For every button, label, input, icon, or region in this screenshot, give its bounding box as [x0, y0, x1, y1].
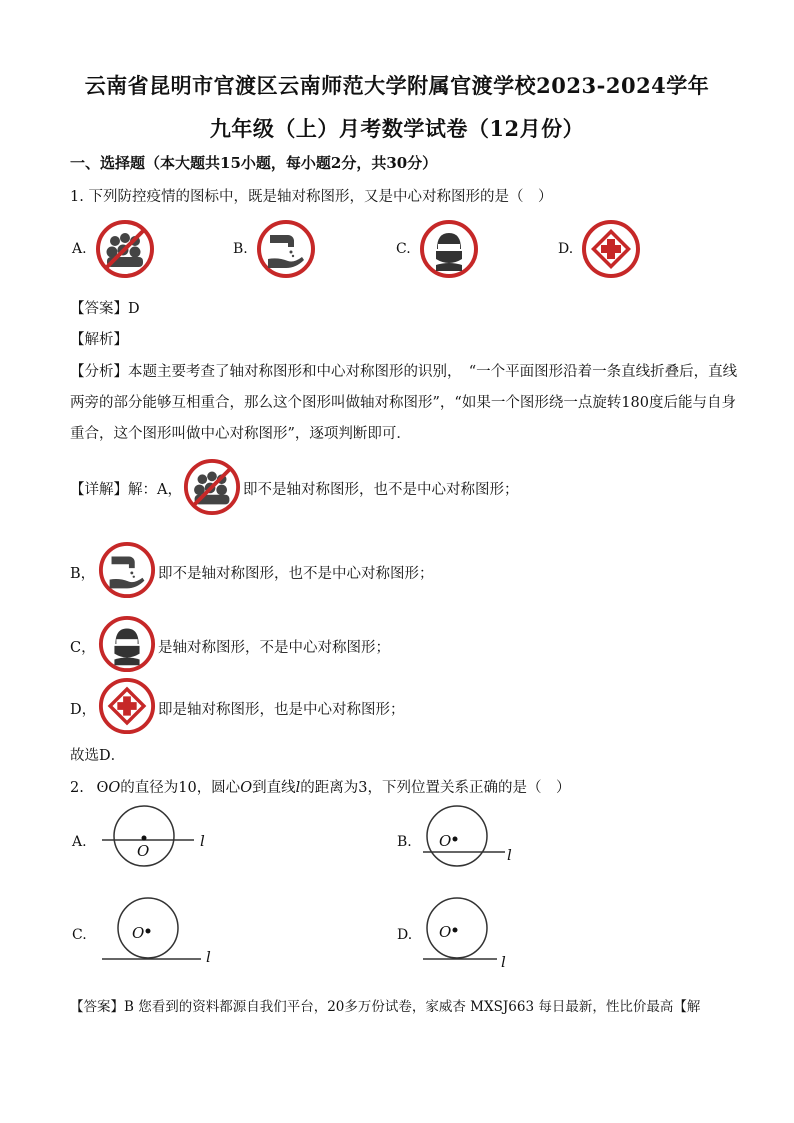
q1-detail-a-prefix: 【详解】解：A， — [70, 482, 182, 498]
q2-option-d-label: D. — [397, 927, 413, 943]
line-label-l: l — [501, 953, 506, 967]
q2-option-d-figure — [421, 872, 541, 967]
q1-analysis-line1: 【分析】本题主要考查了轴对称图形和中心对称图形的识别， “一个平面图形沿着一条直线折叠后，直线 — [70, 364, 738, 380]
red-cross-icon — [581, 219, 641, 279]
q2-option-a-label: A. — [72, 834, 87, 850]
red-cross-icon — [98, 677, 156, 735]
mask-face-icon — [98, 615, 156, 673]
hand-washing-icon — [256, 219, 316, 279]
center-label-o: O — [439, 923, 452, 941]
no-gathering-icon — [95, 219, 155, 279]
q1-detail-c-prefix: C， — [70, 640, 96, 656]
q2-answer-line: 【答案】B 您看到的资料都源自我们平台，20多万份试卷，家威杏 MXSJ663 每日最新，性比价最高【解 — [70, 999, 701, 1015]
line-label-l: l — [200, 832, 205, 850]
center-label-o: O — [137, 842, 150, 860]
q1-detail-a-text: 即不是轴对称图形，也不是中心对称图形； — [243, 482, 519, 498]
center-label-o: O — [132, 924, 145, 942]
q1-answer: 【答案】D — [70, 301, 140, 317]
q2-option-b-label: B. — [397, 834, 412, 850]
q1-conclusion: 故选D． — [70, 748, 126, 764]
section-heading: 一、选择题（本大题共15小题，每小题2分，共30分） — [70, 154, 438, 172]
q1-detail-d-text: 即是轴对称图形，也是中心对称图形； — [158, 702, 405, 718]
q1-detail-d-prefix: D， — [70, 702, 97, 718]
q1-detail-b-text: 即不是轴对称图形，也不是中心对称图形； — [158, 566, 434, 582]
q2-stem: 2. ʘO的直径为10，圆心O到直线l的距离为3，下列位置关系正确的是（ ） — [70, 780, 571, 796]
q1-option-d-label: D. — [558, 241, 574, 257]
exam-title-line1: 云南省昆明市官渡区云南师范大学附属官渡学校2023-2024学年 — [84, 73, 710, 98]
q1-detail-c-text: 是轴对称图形，不是中心对称图形； — [158, 640, 390, 656]
hand-washing-icon — [98, 541, 156, 599]
q2-option-c-label: C. — [72, 927, 87, 943]
q2-number: 2. — [70, 780, 84, 796]
q1-detail-b-prefix: B， — [70, 566, 96, 582]
q2-option-b-figure — [421, 802, 541, 877]
center-label-o: O — [439, 832, 452, 850]
exam-title-line2: 九年级（上）月考数学试卷（12月份） — [209, 116, 585, 141]
math-o: O — [108, 780, 121, 796]
q2-option-c-figure — [96, 874, 221, 969]
q1-option-c-label: C. — [396, 241, 411, 257]
line-label-l: l — [206, 948, 211, 966]
q1-stem: 1. 下列防控疫情的图标中，既是轴对称图形，又是中心对称图形的是（ ） — [70, 189, 553, 205]
q2-option-a-figure — [96, 800, 216, 875]
q1-option-a-label: A. — [72, 241, 87, 257]
q1-option-b-label: B. — [233, 241, 248, 257]
no-gathering-icon — [183, 458, 241, 516]
line-label-l: l — [507, 846, 512, 864]
q1-analysis-line3: 重合，这个图形叫做中心对称图形”，逐项判断即可． — [70, 426, 411, 442]
q1-analysis-line2: 两旁的部分能够互相重合，那么这个图形叫做轴对称图形”，“如果一个图形绕一点旋转180度后能与自身 — [70, 395, 736, 411]
mask-face-icon — [419, 219, 479, 279]
circle-symbol: ʘ — [96, 780, 109, 796]
q1-analysis-heading: 【解析】 — [70, 332, 128, 348]
